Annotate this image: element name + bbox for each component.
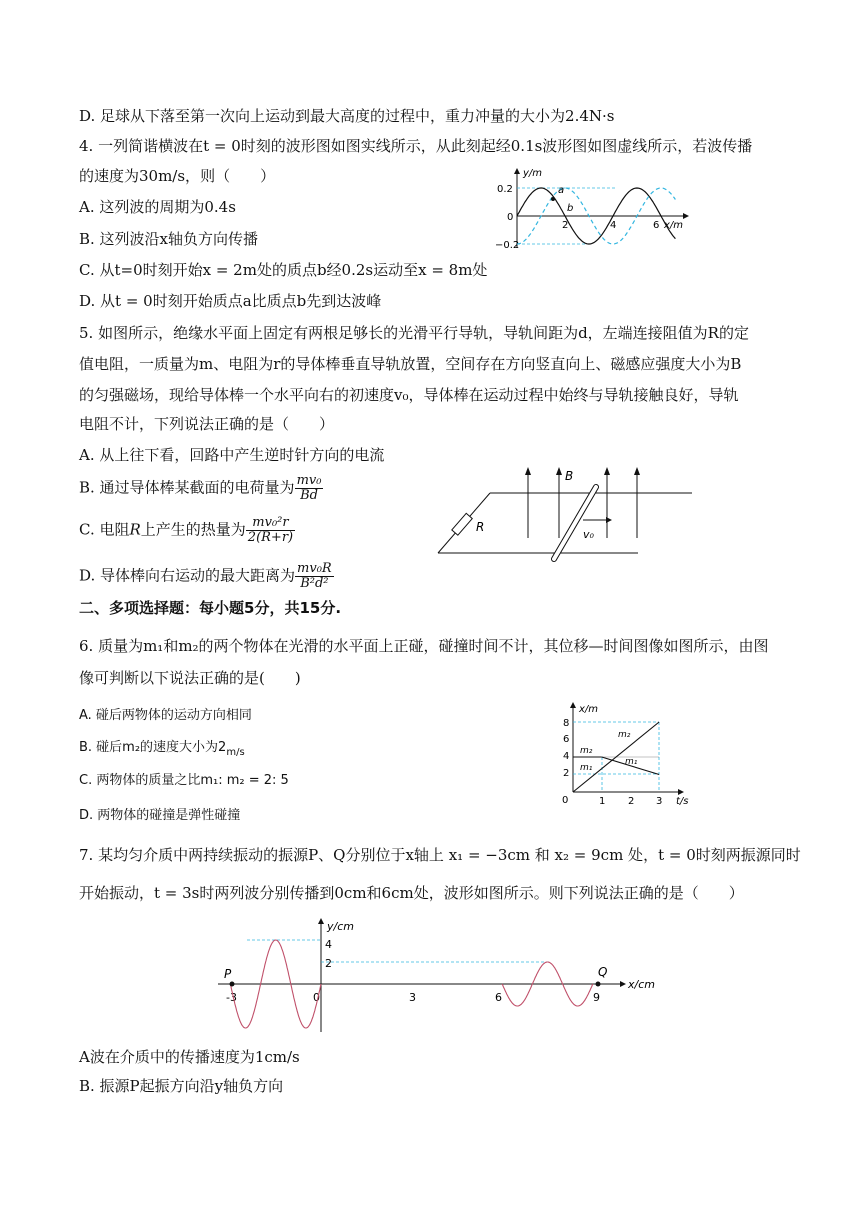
q6-label-m1-right: m₁ — [625, 757, 638, 767]
q4-y-tick-zero: 0 — [507, 212, 514, 223]
q7-y-label: y/cm — [327, 920, 354, 933]
q6-option-a: A. 碰后两物体的运动方向相同 — [79, 708, 252, 723]
q7-stem-line2: 开始振动，t = 3s时两列波分别传播到0cm和6cm处，波形如图所示。则下列说法正确的是（ ） — [79, 884, 744, 902]
q5-option-c-numerator: mv₀²r — [246, 516, 295, 531]
q4-wave-figure — [495, 166, 695, 256]
q6-origin: 0 — [562, 795, 569, 806]
q7-option-a: A波在介质中的传播速度为1cm/s — [79, 1048, 300, 1066]
q5-stem-line4: 电阻不计，下列说法正确的是（ ） — [79, 415, 335, 433]
q6-y-tick-2: 2 — [563, 768, 570, 779]
q7-x-tick-6: 6 — [495, 991, 502, 1004]
q6-label-m2-left: m₂ — [580, 746, 593, 756]
q7-x-tick-3: 3 — [409, 991, 416, 1004]
q7-stem-line1: 7. 某均匀介质中两持续振动的振源P、Q分别位于x轴上 x₁ = −3cm 和 x₂ = 9cm 处，t = 0时刻两振源同时 — [79, 846, 801, 864]
q4-y-label: y/m — [523, 168, 543, 179]
q5-label-b: B — [565, 469, 574, 483]
q7-label-p: P — [224, 967, 232, 981]
q6-option-b-text: B. 碰后m₂的速度大小为2 — [79, 740, 227, 755]
q4-x-arrow — [683, 213, 689, 219]
q7-x-label: x/cm — [628, 978, 655, 991]
q5-option-d-denominator: B²d² — [300, 576, 329, 591]
q5-option-b-fraction — [295, 474, 324, 503]
q5-label-v0: v₀ — [583, 528, 594, 541]
q4-y-tick-top: 0.2 — [497, 184, 513, 195]
q4-label-a: a — [558, 185, 565, 196]
q6-y-tick-8: 8 — [563, 718, 570, 729]
q5-option-d-fraction — [295, 562, 334, 591]
q5-option-c-denominator: 2(R+r) — [247, 530, 294, 545]
q6-option-d: D. 两物体的碰撞是弹性碰撞 — [79, 808, 241, 823]
q5-option-d-numerator: mv₀R — [297, 561, 332, 576]
q7-y-tick-4: 4 — [325, 938, 332, 951]
q5-option-c-fraction — [246, 516, 295, 545]
q6-y-tick-4: 4 — [563, 751, 570, 762]
q7-x-tick-9: 9 — [593, 991, 600, 1004]
q7-wave-figure — [208, 914, 668, 1036]
q5-option-c-text2: 上产生的热量为 — [140, 520, 246, 539]
q5-stem-line1: 5. 如图所示，绝缘水平面上固定有两根足够长的光滑平行导轨，导轨间距为d，左端连接阻值为R的定 — [79, 324, 749, 342]
q5-rail-figure — [436, 464, 698, 564]
q4-option-b: B. 这列波沿x轴负方向传播 — [79, 230, 259, 248]
q5-option-b — [79, 474, 323, 503]
q7-x-tick-0: 0 — [313, 991, 320, 1004]
q5-option-a: A. 从上往下看，回路中产生逆时针方向的电流 — [79, 446, 385, 464]
q7-label-q: Q — [598, 965, 608, 979]
q5-stem-line3: 的匀强磁场，现给导体棒一个水平向右的初速度v₀，导体棒在运动过程中始终与导轨接触良好，导轨 — [79, 386, 739, 404]
q6-y-tick-6: 6 — [563, 734, 570, 745]
section-2-title: 二、多项选择题：每小题5分，共15分. — [79, 599, 342, 617]
q5-stem-line2: 值电阻，一质量为m、电阻为r的导体棒垂直导轨放置，空间存在方向竖直向上、磁感应强度大小为B — [79, 355, 742, 373]
q6-option-b — [79, 738, 245, 763]
q6-x-tick-3: 3 — [656, 796, 663, 806]
q6-x-tick-1: 1 — [599, 796, 606, 806]
q5-option-b-numerator: mv₀ — [296, 473, 322, 488]
q5-rod — [554, 487, 596, 559]
q4-option-d: D. 从t = 0时刻开始质点a比质点b先到达波峰 — [79, 292, 382, 310]
q4-option-c: C. 从t=0时刻开始x = 2m处的质点b经0.2s运动至x = 8m处 — [79, 261, 488, 279]
q5-option-c-r: R — [129, 520, 141, 539]
q5-option-b-denominator: Bd — [300, 488, 318, 503]
q6-option-c: C. 两物体的质量之比m₁: m₂ = 2: 5 — [79, 773, 289, 788]
q7-y-tick-2: 2 — [325, 957, 332, 970]
q6-y-label: x/m — [579, 704, 599, 715]
q5-option-c-text1: C. 电阻 — [79, 520, 130, 539]
q5-option-d — [79, 562, 334, 591]
q4-stem-line2: 的速度为30m/s，则（ ） — [79, 167, 276, 185]
q7-x-tick-neg3: -3 — [226, 991, 237, 1004]
q4-stem-line1: 4. 一列简谐横波在t = 0时刻的波形图如图实线所示，从此刻起经0.1s波形图如图虚线所示，若波传播 — [79, 137, 753, 155]
q5-resistor — [452, 513, 472, 535]
q4-option-a: A. 这列波的周期为0.4s — [79, 198, 236, 216]
q5-option-d-text: D. 导体棒向右运动的最大距离为 — [79, 566, 296, 585]
q4-y-arrow — [514, 168, 520, 174]
q6-label-m1-left: m₁ — [580, 763, 593, 773]
q5-option-b-text: B. 通过导体棒某截面的电荷量为 — [79, 478, 295, 497]
q4-y-tick-bottom: −0.2 — [495, 240, 520, 251]
q5-option-c — [79, 516, 295, 545]
q3-option-d: D. 足球从下落至第一次向上运动到最大高度的过程中，重力冲量的大小为2.4N·s — [79, 107, 615, 125]
q4-x-tick-2: 2 — [562, 220, 569, 231]
q4-x-label: x/m — [664, 220, 684, 231]
q6-x-label: t/s — [676, 796, 689, 806]
q6-xt-figure — [556, 700, 696, 806]
q4-x-tick-4: 4 — [610, 220, 617, 231]
q5-label-r: R — [476, 520, 485, 534]
q4-point-a — [551, 197, 555, 201]
q6-option-b-unit: m/s — [226, 747, 245, 758]
q6-stem-line2: 像可判断以下说法正确的是( ) — [79, 669, 301, 687]
q6-label-m2-right: m₂ — [618, 730, 631, 740]
q7-option-b: B. 振源P起振方向沿y轴负方向 — [79, 1077, 284, 1095]
q7-point-p — [230, 982, 235, 987]
q4-label-b: b — [567, 203, 574, 214]
q4-x-tick-6: 6 — [653, 220, 660, 231]
q6-stem-line1: 6. 质量为m₁和m₂的两个物体在光滑的水平面上正碰，碰撞时间不计，其位移—时间图像如图所示，由图 — [79, 637, 769, 655]
q6-x-tick-2: 2 — [628, 796, 635, 806]
q7-point-q — [596, 982, 601, 987]
